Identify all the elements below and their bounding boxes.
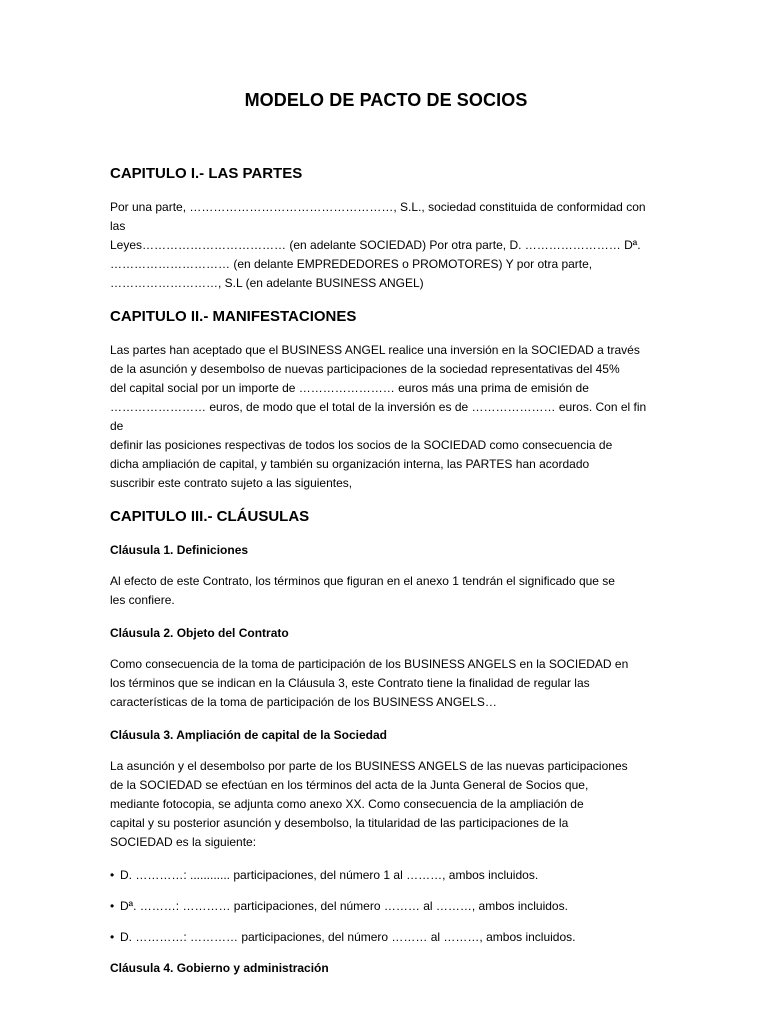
bullet-icon: • xyxy=(110,868,115,882)
document-title: MODELO DE PACTO DE SOCIOS xyxy=(244,90,528,110)
list-item xyxy=(110,866,662,885)
clause-2-text: Como consecuencia de la toma de participación de los BUSINESS ANGELS en la SOCIEDAD en los términos que se indican en la Cláusula 3, este Contrato tiene la finalidad de regular las características de la toma de participación de los BUSINESS ANGELS… xyxy=(110,657,629,709)
clause-2-heading: Cláusula 2. Objeto del Contrato xyxy=(110,626,289,640)
chapter-3-heading: CAPITULO III.- CLÁUSULAS xyxy=(110,508,310,525)
chapter-1-heading: CAPITULO I.- LAS PARTES xyxy=(110,165,303,182)
clause-3-text: La asunción y el desembolso por parte de los BUSINESS ANGELS de las nuevas participaciones de la SOCIEDAD se efectúan en los términos del acta de la Junta General de Socios que, mediante fotocopia, se adjunta como anexo XX. Como consecuencia de la ampliación de capital y su posterior asunción y desembolso, la titularidad de las participaciones de la SOCIEDAD es la siguiente: xyxy=(110,759,628,849)
chapter-1-text: Por una parte, ……………………………………………, S.L., sociedad constituida de conformidad con las Leyes……………………………… (en adelante SOCIEDAD) Por otra parte, D. …………………… Dª. ………………………… (en delante EMPREDEDORES o PROMOTORES) Y por otra parte, ………………………, S.L (en adelante BUSINESS ANGEL) xyxy=(110,200,646,290)
chapter-2-heading: CAPITULO II.- MANIFESTACIONES xyxy=(110,308,357,325)
document-body xyxy=(110,88,662,990)
list-item xyxy=(110,928,662,947)
list-item-text: D. …………: ............ participaciones, del número 1 al ………, ambos incluidos. xyxy=(120,868,539,882)
list-item-text: Dª. ………: ………… participaciones, del número ……… al ………, ambos incluidos. xyxy=(120,899,568,913)
clause-3-heading: Cláusula 3. Ampliación de capital de la Sociedad xyxy=(110,728,387,742)
bullet-icon: • xyxy=(110,930,115,944)
clause-4-heading: Cláusula 4. Gobierno y administración xyxy=(110,961,329,975)
list-item xyxy=(110,897,662,916)
chapter-2-text: Las partes han aceptado que el BUSINESS ANGEL realice una inversión en la SOCIEDAD a través de la asunción y desembolso de nuevas participaciones de la sociedad representativas del 45% del capital social por un importe de …………………… euros más una prima de emisión de …………………… euros, de modo que el total de la inversión es de ………………… euros. Con el fin de definir las posiciones respectivas de todos los socios de la SOCIEDAD como consecuencia de dicha ampliación de capital, y también su organización interna, las PARTES han acordado suscribir este contrato sujeto a las siguientes, xyxy=(110,343,647,490)
clause-1-heading: Cláusula 1. Definiciones xyxy=(110,543,249,557)
clause-1-text: Al efecto de este Contrato, los términos que figuran en el anexo 1 tendrán el significado que se les confiere. xyxy=(110,574,615,607)
bullet-icon: • xyxy=(110,899,115,913)
list-item-text: D. …………: ………… participaciones, del número ……… al ………, ambos incluidos. xyxy=(120,930,576,944)
